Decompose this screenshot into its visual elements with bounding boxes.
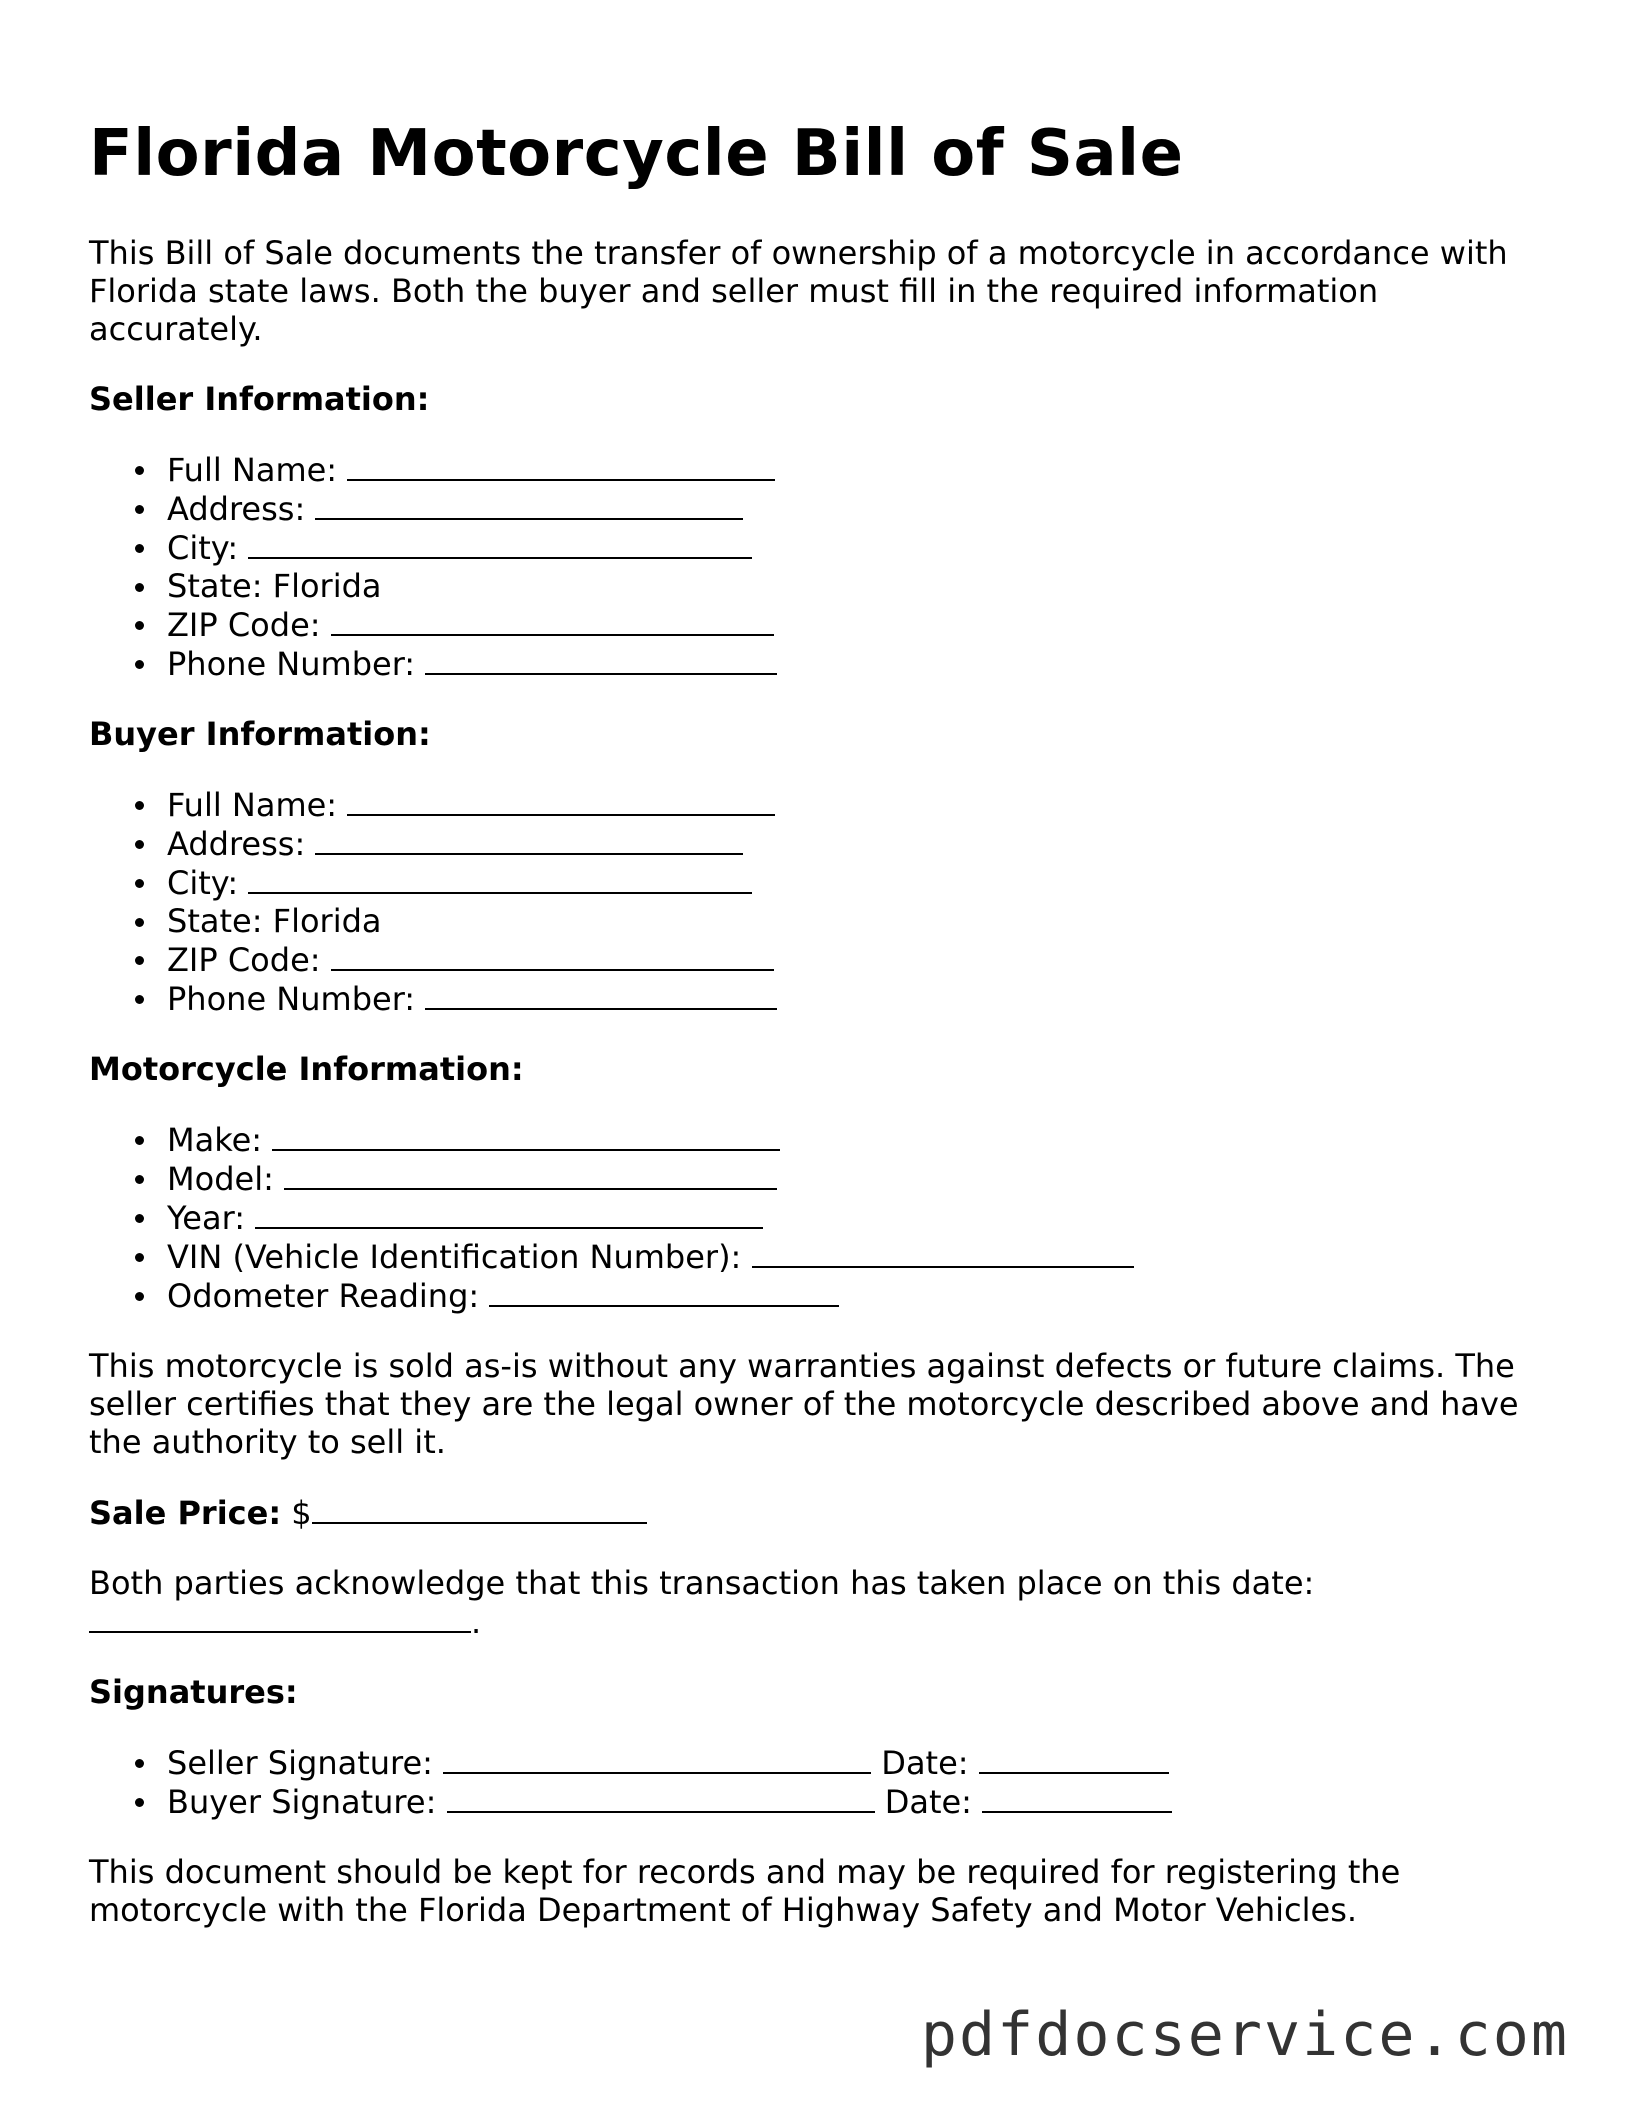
buyer-full-name-label: Full Name: (167, 786, 338, 824)
seller-zip-item (167, 605, 1539, 644)
vin-blank[interactable] (752, 1237, 1134, 1268)
currency-symbol: $ (291, 1494, 312, 1532)
acknowledge-period: . (471, 1603, 482, 1641)
odometer-blank[interactable] (489, 1276, 839, 1307)
model-item (167, 1159, 1539, 1198)
model-label: Model: (167, 1160, 274, 1198)
seller-city-label: City: (167, 529, 239, 567)
seller-signature-item (167, 1743, 1539, 1782)
buyer-city-blank[interactable] (248, 863, 752, 894)
year-blank[interactable] (255, 1198, 763, 1229)
make-blank[interactable] (272, 1120, 780, 1151)
buyer-phone-item (167, 979, 1539, 1018)
buyer-phone-label: Phone Number: (167, 980, 416, 1018)
make-label: Make: (167, 1121, 263, 1159)
seller-full-name-blank[interactable] (347, 450, 775, 481)
buyer-address-item (167, 824, 1539, 863)
vin-item (167, 1237, 1539, 1276)
sale-price-blank[interactable] (312, 1493, 647, 1524)
make-item (167, 1120, 1539, 1159)
seller-address-label: Address: (167, 490, 306, 528)
watermark: pdfdocservice.com (920, 2000, 1569, 2070)
buyer-address-blank[interactable] (315, 824, 743, 855)
seller-phone-label: Phone Number: (167, 645, 416, 683)
closing-paragraph: This document should be kept for records and may be required for registering the motorcycle with the Florida Department of Highway Safety and Motor Vehicles. (89, 1853, 1401, 1929)
motorcycle-fields (89, 1120, 1539, 1315)
buyer-zip-blank[interactable] (331, 940, 774, 971)
seller-signature-label: Seller Signature: (167, 1744, 433, 1782)
seller-phone-item (167, 644, 1539, 683)
seller-address-blank[interactable] (315, 489, 743, 520)
seller-address-item (167, 489, 1539, 528)
intro-paragraph: This Bill of Sale documents the transfer of ownership of a motorcycle in accordance with Florida state laws. Both the buyer and seller must fill in the required information accurately. (89, 234, 1508, 348)
buyer-address-label: Address: (167, 825, 306, 863)
year-label: Year: (167, 1199, 245, 1237)
year-item (167, 1198, 1539, 1237)
motorcycle-heading: Motorcycle Information: (89, 1050, 524, 1088)
buyer-signature-blank[interactable] (447, 1782, 875, 1813)
vin-label: VIN (Vehicle Identification Number): (167, 1238, 742, 1276)
seller-heading: Seller Information: (89, 380, 430, 418)
bill-of-sale-document (89, 112, 1539, 1929)
buyer-heading: Buyer Information: (89, 715, 431, 753)
seller-zip-label: ZIP Code: (167, 606, 321, 644)
signature-fields (89, 1743, 1539, 1821)
buyer-state-item (167, 902, 1539, 940)
buyer-full-name-item (167, 785, 1539, 824)
transaction-date-blank[interactable] (89, 1602, 471, 1633)
as-is-paragraph: This motorcycle is sold as-is without any warranties against defects or future claims. The seller certifies that they are the legal owner of the motorcycle described above and have the authority to sell it. (89, 1347, 1519, 1461)
seller-city-blank[interactable] (248, 528, 752, 559)
acknowledge-paragraph (89, 1564, 1539, 1641)
buyer-signature-label: Buyer Signature: (167, 1783, 437, 1821)
sale-price-label: Sale Price: (89, 1494, 282, 1532)
buyer-city-item (167, 863, 1539, 902)
buyer-date-label: Date: (884, 1783, 972, 1821)
odometer-label: Odometer Reading: (167, 1277, 480, 1315)
seller-date-label: Date: (881, 1744, 969, 1782)
seller-state-item (167, 567, 1539, 605)
seller-state-label: State: Florida (167, 567, 382, 605)
buyer-state-label: State: Florida (167, 902, 382, 940)
buyer-zip-item (167, 940, 1539, 979)
acknowledge-text: Both parties acknowledge that this transaction has taken place on this date: (89, 1564, 1315, 1602)
model-blank[interactable] (284, 1159, 777, 1190)
odometer-item (167, 1276, 1539, 1315)
buyer-phone-blank[interactable] (425, 979, 777, 1010)
seller-full-name-label: Full Name: (167, 451, 338, 489)
sale-price-line (89, 1493, 1539, 1532)
signatures-heading: Signatures: (89, 1673, 298, 1711)
buyer-full-name-blank[interactable] (347, 785, 775, 816)
buyer-city-label: City: (167, 864, 239, 902)
buyer-fields (89, 785, 1539, 1018)
seller-city-item (167, 528, 1539, 567)
seller-signature-blank[interactable] (443, 1743, 871, 1774)
seller-full-name-item (167, 450, 1539, 489)
page-title: Florida Motorcycle Bill of Sale (89, 117, 1184, 191)
seller-phone-blank[interactable] (425, 644, 777, 675)
seller-date-blank[interactable] (979, 1743, 1169, 1774)
buyer-signature-item (167, 1782, 1539, 1821)
seller-fields (89, 450, 1539, 683)
seller-zip-blank[interactable] (331, 605, 774, 636)
buyer-zip-label: ZIP Code: (167, 941, 321, 979)
buyer-date-blank[interactable] (982, 1782, 1172, 1813)
